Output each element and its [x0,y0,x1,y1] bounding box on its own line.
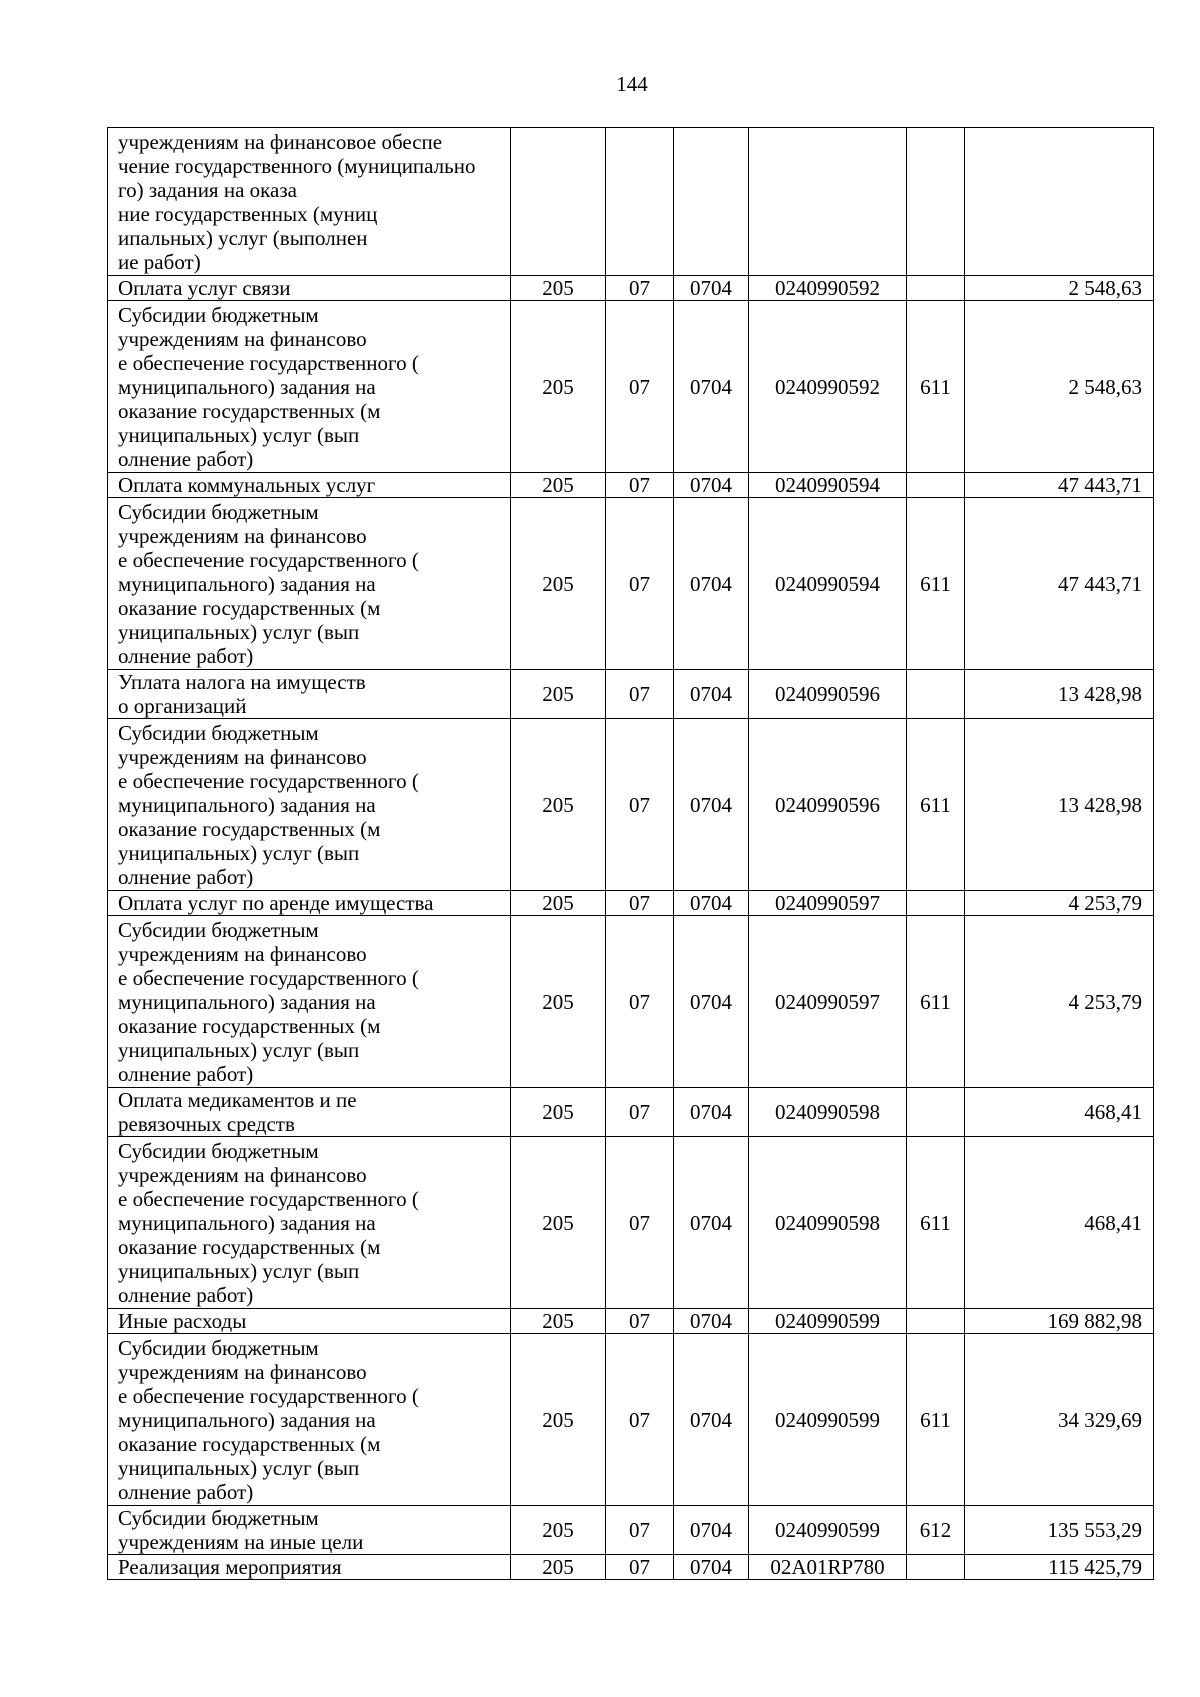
cell-section: 07 [606,670,674,719]
cell-ministry: 205 [511,1506,606,1555]
cell-name: Реализация мероприятия [108,1555,511,1580]
cell-subsection: 0704 [674,1088,749,1137]
cell-subsection: 0704 [674,1137,749,1309]
cell-expense-type [907,891,965,916]
cell-expense-type: 611 [907,1334,965,1506]
table-row [108,1088,1154,1137]
cell-expense-type [907,473,965,498]
table-row [108,719,1154,891]
cell-name: Субсидии бюджетным учреждениям на финансово е обеспечение государственного ( муниципального) задания на оказание государственных (м униципальных) услуг (вып олнение работ) [108,498,511,670]
cell-target: 0240990594 [749,498,907,670]
cell-amount: 13 428,98 [965,670,1154,719]
cell-target: 02A01RP780 [749,1555,907,1580]
table-row [108,1334,1154,1506]
cell-section: 07 [606,498,674,670]
cell-amount: 115 425,79 [965,1555,1154,1580]
cell-ministry: 205 [511,1309,606,1334]
cell-expense-type [907,1088,965,1137]
cell-subsection: 0704 [674,670,749,719]
cell-expense-type [907,1555,965,1580]
cell-section [606,128,674,276]
table-row [108,473,1154,498]
cell-amount: 169 882,98 [965,1309,1154,1334]
cell-name: Оплата медикаментов и пе ревязочных средств [108,1088,511,1137]
cell-expense-type [907,276,965,301]
cell-name: Оплата коммунальных услуг [108,473,511,498]
cell-target: 0240990599 [749,1506,907,1555]
table-row [108,1555,1154,1580]
cell-ministry: 205 [511,1088,606,1137]
cell-amount: 34 329,69 [965,1334,1154,1506]
cell-target: 0240990596 [749,719,907,891]
cell-target: 0240990598 [749,1088,907,1137]
cell-name: учреждениям на финансовое обеспе чение государственного (муниципально го) задания на оказа ние государственных (муниц ипальных) услуг (выполнен ие работ) [108,128,511,276]
cell-amount [965,128,1154,276]
cell-expense-type [907,128,965,276]
cell-expense-type: 611 [907,916,965,1088]
cell-ministry: 205 [511,1137,606,1309]
cell-expense-type: 611 [907,498,965,670]
cell-name: Оплата услуг связи [108,276,511,301]
cell-target [749,128,907,276]
cell-amount: 13 428,98 [965,719,1154,891]
cell-name: Оплата услуг по аренде имущества [108,891,511,916]
cell-name: Субсидии бюджетным учреждениям на финансово е обеспечение государственного ( муниципального) задания на оказание государственных (м униципальных) услуг (вып олнение работ) [108,301,511,473]
cell-expense-type [907,670,965,719]
table-row [108,916,1154,1088]
cell-ministry: 205 [511,1555,606,1580]
cell-amount: 468,41 [965,1137,1154,1309]
cell-ministry: 205 [511,916,606,1088]
cell-target: 0240990592 [749,301,907,473]
cell-target: 0240990594 [749,473,907,498]
table-row [108,128,1154,276]
cell-section: 07 [606,1309,674,1334]
cell-subsection: 0704 [674,1334,749,1506]
cell-name: Субсидии бюджетным учреждениям на финансово е обеспечение государственного ( муниципального) задания на оказание государственных (м униципальных) услуг (вып олнение работ) [108,719,511,891]
table-row [108,670,1154,719]
cell-amount: 4 253,79 [965,916,1154,1088]
table-row [108,276,1154,301]
cell-subsection [674,128,749,276]
cell-section: 07 [606,916,674,1088]
cell-subsection: 0704 [674,719,749,891]
cell-amount: 135 553,29 [965,1506,1154,1555]
cell-expense-type: 611 [907,1137,965,1309]
cell-expense-type: 611 [907,719,965,891]
budget-table [107,127,1154,1580]
cell-amount: 47 443,71 [965,473,1154,498]
cell-section: 07 [606,1088,674,1137]
cell-target: 0240990597 [749,891,907,916]
cell-name: Субсидии бюджетным учреждениям на финансово е обеспечение государственного ( муниципального) задания на оказание государственных (м униципальных) услуг (вып олнение работ) [108,916,511,1088]
cell-subsection: 0704 [674,1555,749,1580]
cell-ministry: 205 [511,891,606,916]
cell-name: Субсидии бюджетным учреждениям на финансово е обеспечение государственного ( муниципального) задания на оказание государственных (м униципальных) услуг (вып олнение работ) [108,1334,511,1506]
cell-ministry [511,128,606,276]
cell-name: Иные расходы [108,1309,511,1334]
cell-name: Субсидии бюджетным учреждениям на иные цели [108,1506,511,1555]
cell-ministry: 205 [511,719,606,891]
cell-expense-type: 612 [907,1506,965,1555]
cell-section: 07 [606,1334,674,1506]
cell-ministry: 205 [511,473,606,498]
cell-ministry: 205 [511,670,606,719]
cell-amount: 47 443,71 [965,498,1154,670]
cell-target: 0240990592 [749,276,907,301]
cell-section: 07 [606,891,674,916]
cell-expense-type: 611 [907,301,965,473]
cell-section: 07 [606,276,674,301]
cell-subsection: 0704 [674,276,749,301]
table-row [108,301,1154,473]
cell-section: 07 [606,1555,674,1580]
table-row [108,1309,1154,1334]
cell-section: 07 [606,301,674,473]
cell-subsection: 0704 [674,473,749,498]
cell-subsection: 0704 [674,1309,749,1334]
cell-subsection: 0704 [674,916,749,1088]
cell-subsection: 0704 [674,891,749,916]
cell-section: 07 [606,719,674,891]
cell-amount: 2 548,63 [965,276,1154,301]
table-row [108,1506,1154,1555]
table-row [108,891,1154,916]
cell-ministry: 205 [511,301,606,473]
cell-amount: 4 253,79 [965,891,1154,916]
cell-name: Уплата налога на имуществ о организаций [108,670,511,719]
cell-target: 0240990597 [749,916,907,1088]
cell-ministry: 205 [511,276,606,301]
cell-target: 0240990599 [749,1334,907,1506]
cell-name: Субсидии бюджетным учреждениям на финансово е обеспечение государственного ( муниципального) задания на оказание государственных (м униципальных) услуг (вып олнение работ) [108,1137,511,1309]
cell-amount: 468,41 [965,1088,1154,1137]
table-row [108,498,1154,670]
cell-subsection: 0704 [674,301,749,473]
cell-target: 0240990599 [749,1309,907,1334]
cell-section: 07 [606,473,674,498]
cell-section: 07 [606,1506,674,1555]
table-row [108,1137,1154,1309]
cell-ministry: 205 [511,498,606,670]
page-number: 144 [616,72,648,96]
cell-ministry: 205 [511,1334,606,1506]
cell-amount: 2 548,63 [965,301,1154,473]
cell-target: 0240990596 [749,670,907,719]
cell-expense-type [907,1309,965,1334]
cell-subsection: 0704 [674,1506,749,1555]
cell-subsection: 0704 [674,498,749,670]
cell-section: 07 [606,1137,674,1309]
cell-target: 0240990598 [749,1137,907,1309]
